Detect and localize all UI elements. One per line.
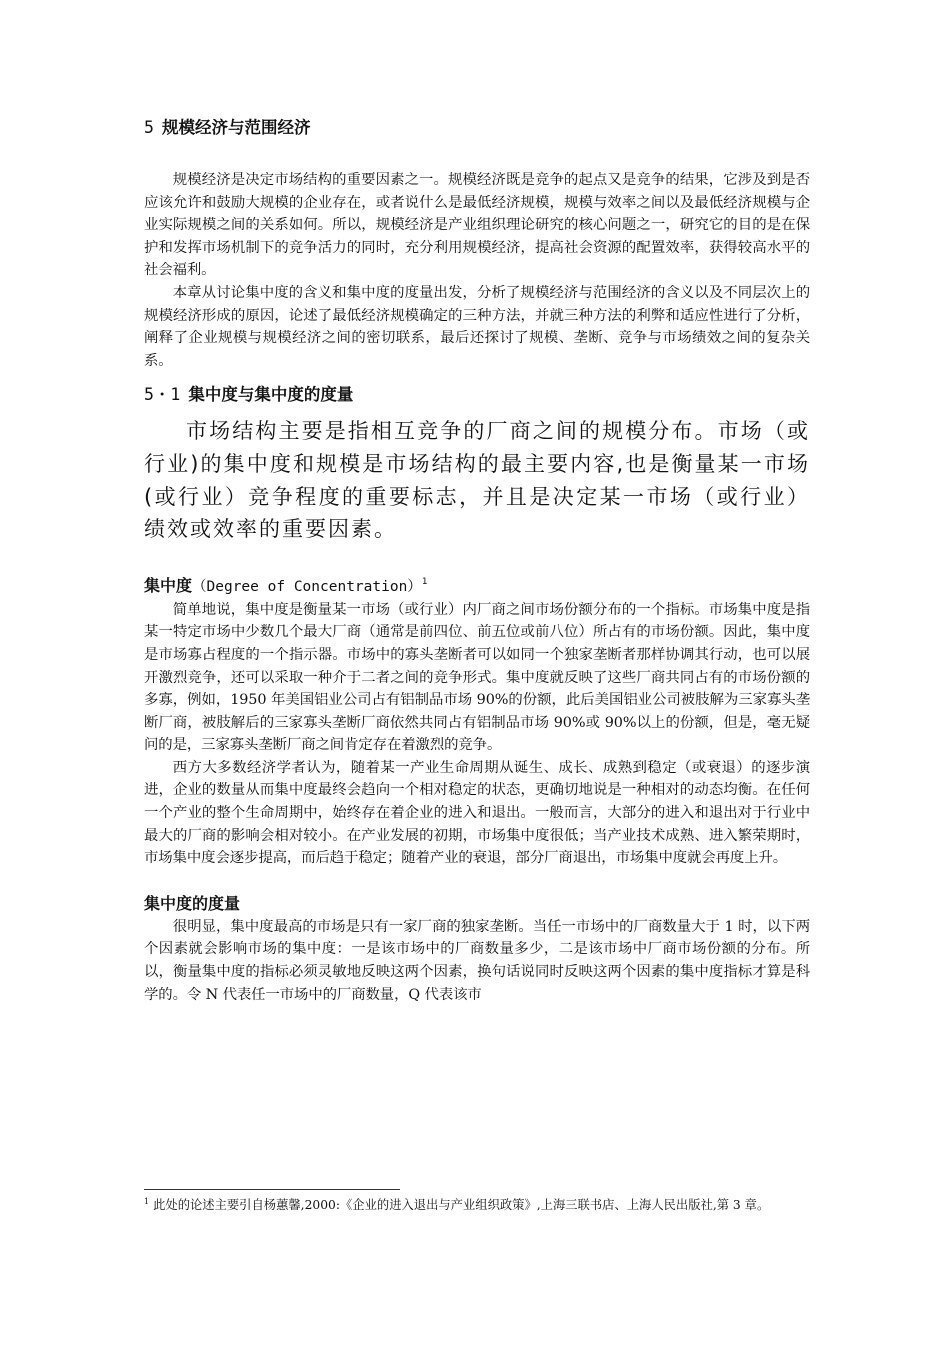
section-number: 5・1 — [144, 385, 181, 405]
footnote-divider — [144, 1189, 400, 1190]
measurement-paragraph: 很明显，集中度最高的市场是只有一家厂商的独家垄断。当任一市场中的厂商数量大于 1 时，以下两个因素就会影响市场的集中度：一是该市场中的厂商数量多少，二是该市场中厂商市场份额的分布。所以，衡量集中度的指标必须灵敏地反映这两个因素，换句话说同时反映这两个因素的集中度指标才算是科学的。令 N 代表任一市场中的厂商数量，Q 代表该市 — [144, 918, 810, 1003]
footnote-mark: 1 — [144, 1197, 150, 1206]
concentration-paragraph: 西方大多数经济学者认为，随着某一产业生命周期从诞生、成长、成熟到稳定（或衰退）的逐步演进，企业的数量从而集中度最终会趋向一个相对稳定的状态，更确切地说是一种相对的动态均衡。在任何一个产业的整个生命周期中，始终存在着企业的进入和退出。一般而言，大部分的进入和退出对于行业中最大的厂商的影响会相对较小。在产业发展的初期，市场集中度很低；当产业技术成熟、进入繁荣期时，市场集中度会逐步提高，而后趋于稳定；随着产业的衰退，部分厂商退出，市场集中度就会再度上升。 — [144, 759, 810, 867]
chapter-title — [144, 116, 810, 140]
intro-paragraph: 本章从讨论集中度的含义和集中度的度量出发，分析了规模经济与范围经济的含义以及不同层次上的规模经济形成的原因，论述了最低经济规模确定的三种方法，并就三种方法的利弊和适应性进行了分析，阐释了企业规模与规模经济之间的密切联系，最后还探讨了规模、垄断、竞争与市场绩效之间的复杂关系。 — [144, 284, 810, 369]
highlight-paragraph: 市场结构主要是指相互竞争的厂商之间的规模分布。市场（或行业)的集中度和规模是市场结构的最主要内容,也是衡量某一市场(或行业）竞争程度的重要标志，并且是决定某一市场（或行业）绩效或效率的重要因素。 — [144, 419, 810, 542]
section-title — [144, 383, 810, 407]
page-content — [144, 116, 810, 1006]
concentration-heading-text: 集中度 — [144, 575, 193, 595]
footnote — [144, 1196, 810, 1214]
section-title-text: 集中度与集中度的度量 — [188, 385, 354, 405]
footnote-text: 此处的论述主要引自杨蕙馨,2000:《企业的进入退出与产业组织政策》,上海三联书店、上海人民出版社,第 3 章。 — [153, 1198, 770, 1212]
concentration-heading-english: （Degree of Concentration） — [192, 578, 422, 595]
measurement-heading: 集中度的度量 — [144, 893, 241, 913]
chapter-title-text: 规模经济与范围经济 — [161, 118, 311, 137]
concentration-paragraph: 简单地说，集中度是衡量某一市场（或行业）内厂商之间市场份额分布的一个指标。市场集中度是指某一特定市场中少数几个最大厂商（通常是前四位、前五位或前八位）所占有的市场份额。因此，集中度是市场寡占程度的一个指示器。市场中的寡头垄断者可以如同一个独家垄断者那样协调其行动，也可以展开激烈竞争，还可以采取一种介于二者之间的竞争形式。集中度就反映了这些厂商共同占有的市场份额的多寡，例如，1950 年美国铝业公司占有铝制品市场 90%的份额，此后美国铝业公司被肢解为三家寡头垄断厂商，被肢解后的三家寡头垄断厂商依然共同占有铝制品市场 90%或 90%以上的份额，但是，毫无疑问的是，三家寡头垄断厂商之间肯定存在着激烈的竞争。 — [144, 601, 810, 754]
footnote-reference: 1 — [421, 576, 428, 587]
intro-paragraph: 规模经济是决定市场结构的重要因素之一。规模经济既是竞争的起点又是竞争的结果，它涉及到是否应该允许和鼓励大规模的企业存在，或者说什么是最低经济规模，规模与效率之间以及最低经济规模与企业实际规模之间的关系如何。所以，规模经济是产业组织理论研究的核心问题之一，研究它的目的是在保护和发挥市场机制下的竞争活力的同时，充分利用规模经济，提高社会资源的配置效率，获得较高水平的社会福利。 — [144, 172, 810, 279]
concentration-heading — [144, 574, 810, 599]
chapter-number: 5 — [144, 118, 154, 137]
